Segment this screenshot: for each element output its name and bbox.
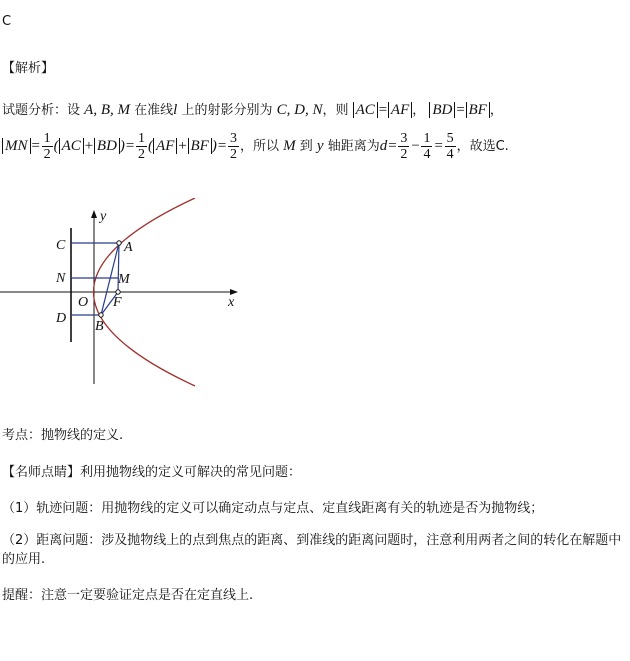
label-o: O	[78, 295, 89, 310]
point-m: M	[283, 138, 296, 154]
abs-ac: AC	[353, 102, 378, 118]
point-b-marker	[99, 313, 103, 317]
equals-sign: =	[433, 138, 444, 154]
comma: ，	[412, 103, 426, 118]
equals-sign: =	[387, 138, 398, 154]
equals-sign: =	[455, 102, 466, 118]
text-axis-distance: 轴距离为	[327, 139, 380, 154]
plus-sign: +	[83, 138, 94, 154]
plus-sign: +	[177, 138, 188, 154]
fraction-half	[136, 131, 147, 162]
denominator: 4	[446, 147, 454, 162]
reminder-text: 提醒：注意一定要验证定点是否在定直线上.	[2, 588, 254, 603]
denominator: 2	[229, 147, 237, 162]
text-so: ，所以	[239, 139, 279, 154]
abs-bf: BF	[466, 102, 490, 118]
tip-1: （1）轨迹问题：用抛物线的定义可以确定动点与定点、定直线距离有关的轨迹是否为抛物线；	[2, 501, 544, 516]
fraction-three-halves	[228, 131, 239, 162]
comma-end: ，	[489, 103, 503, 118]
label-a: A	[124, 240, 133, 255]
axis-y: y	[316, 138, 324, 154]
points-cdn: C, D, N	[276, 102, 323, 118]
analysis-heading: 【解析】	[2, 61, 55, 76]
abs-af: AF	[388, 102, 412, 118]
numerator: 3	[400, 131, 408, 146]
paren-af-bf: ( AF + BF )	[148, 138, 217, 154]
text-then: ，则	[322, 103, 349, 118]
text-to: 到	[299, 139, 313, 154]
text-projection: 上的射影分别为	[181, 103, 273, 118]
points-abm: A, B, M	[84, 102, 130, 118]
solution-line-1	[2, 99, 503, 119]
numerator: 1	[43, 131, 51, 146]
fraction-half	[42, 131, 53, 162]
numerator: 1	[423, 131, 431, 146]
label-y: y	[100, 209, 107, 224]
text-end: ，故选C.	[456, 139, 509, 154]
kaodian-text: 考点：抛物线的定义.	[2, 428, 124, 443]
var-d: d	[379, 138, 388, 154]
denominator: 2	[138, 147, 146, 162]
tips-heading: 【名师点睛】利用抛物线的定义可解决的常见问题：	[2, 465, 302, 480]
abs-af: AF	[153, 138, 177, 154]
y-axis-arrow-icon	[91, 210, 97, 218]
label-x: x	[228, 295, 235, 310]
parabola-figure	[0, 198, 260, 394]
denominator: 4	[423, 147, 431, 162]
equals-sign: =	[216, 138, 227, 154]
directrix-l: l	[173, 102, 178, 118]
numerator: 5	[446, 131, 454, 146]
tip-2: （2）距离问题：涉及抛物线上的点到焦点的距离、到准线的距离问题时，注意利用两者之间的转化在解题中的应用.	[2, 533, 622, 567]
denominator: 2	[400, 147, 408, 162]
label-m: M	[118, 272, 130, 287]
numerator: 1	[138, 131, 146, 146]
label-f: F	[113, 295, 122, 310]
minus-sign: −	[410, 138, 421, 154]
label-n: N	[56, 271, 66, 286]
abs-ac: AC	[59, 138, 84, 154]
text-directrix: 在准线	[134, 103, 174, 118]
fraction-c	[445, 131, 456, 162]
label-d: D	[56, 311, 67, 326]
label-c: C	[56, 238, 66, 253]
numerator: 3	[229, 131, 237, 146]
point-f-marker	[116, 290, 120, 294]
abs-bd: BD	[94, 138, 120, 154]
fraction-b	[421, 131, 432, 162]
abs-bf: BF	[188, 138, 212, 154]
equals-sign: =	[30, 138, 41, 154]
equals-sign: =	[124, 138, 136, 154]
answer-text: C	[2, 14, 12, 29]
abs-bd: BD	[429, 102, 455, 118]
label-b: B	[95, 319, 104, 334]
text-lead: 试题分析：设	[2, 103, 81, 118]
point-a-marker	[117, 241, 121, 245]
solution-line-2	[2, 131, 509, 162]
equals-sign: =	[377, 102, 388, 118]
abs-mn: MN	[2, 138, 31, 154]
denominator: 2	[43, 147, 51, 162]
paren-ac-bd: ( AC + BD )	[53, 138, 125, 154]
fraction-a	[398, 131, 409, 162]
